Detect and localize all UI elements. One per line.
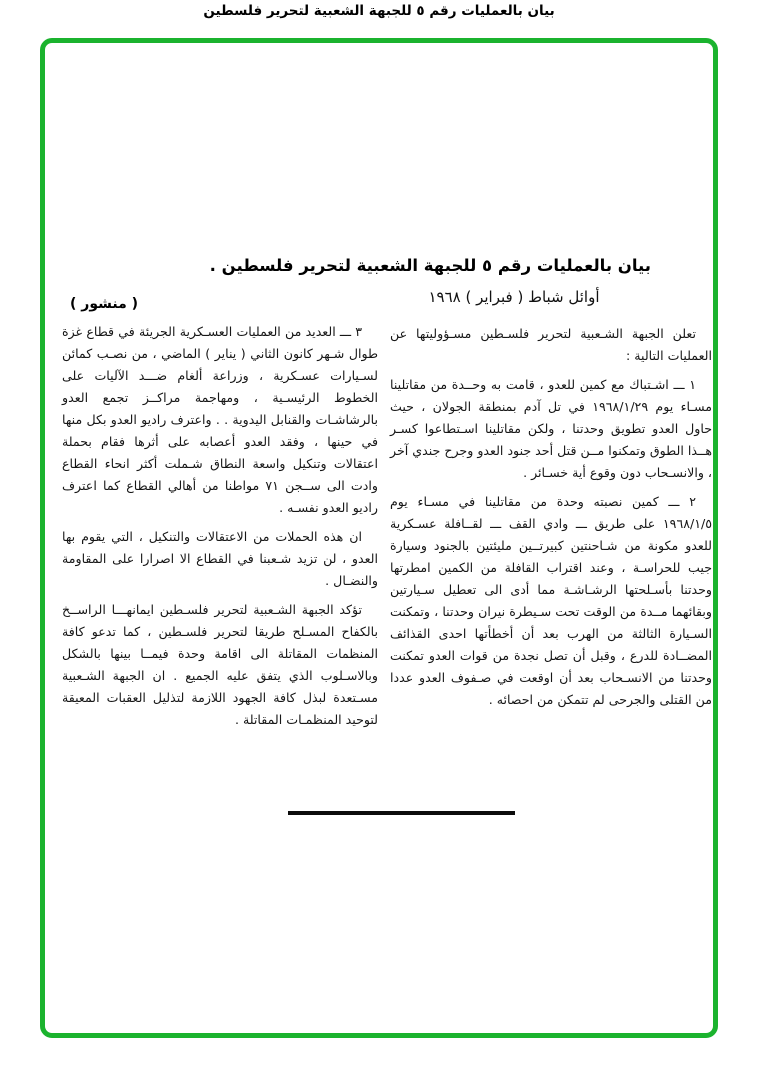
left-paragraph-closing: تؤكد الجبهة الشـعبية لتحرير فلسـطين ايمانهـــا الراســخ بالكفاح المسـلح طريقا لتحرير فلسـطين ، كما تدعو كافة المنظمات المقاتلة الى اقامة وحدة فيمــا بينها بالشكل وبالاسـلوب الذي يتفق عليه الجميع . ان الجبهة الشـعبية مسـتعدة لبذل كافة الجهود اللازمة لتذليل العقبات المعيقة لتوحيد المنظمـات المقاتلة . [62, 602, 378, 727]
bottom-divider-rule [288, 811, 515, 815]
right-paragraph-intro: تعلن الجبهة الشـعبية لتحرير فلسـطين مسـؤوليتها عن العمليات التالية : [390, 326, 712, 363]
right-paragraph-operation-2: ٢ ـــ كمين نصبته وحدة من مقاتلينا في مسـاء يوم ١٩٦٨/١/٥ على طريق ـــ وادي القف ـــ لقــافلة عسـكرية للعدو مكونة من شـاحنتين كبيرتــين مليئتين بالجنود وسيارة جيب للحراسـة ، وعند اقتراب القافلة من الكمين امطرتها وحدتنا بأسـلحتها الرشـاشـة مما أدى الى تعطيل سـيارتين وبقائهما مــدة من الوقت تحت سـيطرة نيران وحدتنا ، وتمكنت السـيارة الثالثة من الهرب بعد أن أخطأتها احدى القذائف المضــادة للدرع ، وقبل أن تصل نجدة من قوات العدو تمكنت وحدتنا من الانسـحاب بعد أن اوقعت في صـفوف العدو عددا من القتلى والجرحى لم تتمكن من احصائه . [390, 494, 712, 707]
left-paragraph-operation-3: ٣ ـــ العديد من العمليات العسـكرية الجريئة في قطاع غزة طوال شـهر كانون الثاني ( يناير ) الماضي ، من نصـب كمائن لسـيارات عسـكرية ، وزراعة ألغام ضـــد الآليات على الخطوط الرئيسـية ، ومهاجمة مراكــز تجمع العدو بالرشاشـات والقنابل اليدوية . . واعترف راديو العدو بكل منها في حينها ، وفقد العدو أعصابه على أثرها فقام بحملة اعتقالات وتنكيل واسعة النطاق شـملت أكثر انحاء القطاع وادت الى ســجن ٧١ مواطنا من أهالي القطاع كما اعترف راديو العدو نفسـه . [62, 324, 378, 515]
page-header-title: بيان بالعمليات رقم ٥ للجبهة الشعبية لتحرير فلسطين [203, 3, 555, 19]
left-paragraph-campaigns: ان هذه الحملات من الاعتقالات والتنكيل ، التي يقوم بها العدو ، لن تزيد شـعبنا في القطاع الا اصرارا على المقاومة والنضـال . [62, 529, 378, 588]
publication-label: ( منشور ) [70, 296, 139, 312]
document-date: أوائل شباط ( فبراير ) ١٩٦٨ [428, 288, 600, 306]
column-left [62, 321, 378, 738]
document-title: بيان بالعمليات رقم ٥ للجبهة الشعبية لتحرير فلسطين . [209, 256, 651, 275]
document-frame [40, 38, 718, 1038]
column-right [390, 323, 712, 718]
right-paragraph-operation-1: ١ ـــ اشـتباك مع كمين للعدو ، قامت به وحــدة من مقاتلينا مسـاء يوم ١٩٦٨/١/٢٩ في تل آدم بمنطقة الجولان ، حيث حاول العدو تطويق وحدتنا ، ولكن مقاتلينا اسـتطاعوا كسـر هــذا الطوق وتمكنوا مــن قتل أحد جنود العدو وجرح جندي آخر ، والانسـحاب دون وقوع أية خسـائر . [390, 377, 712, 480]
